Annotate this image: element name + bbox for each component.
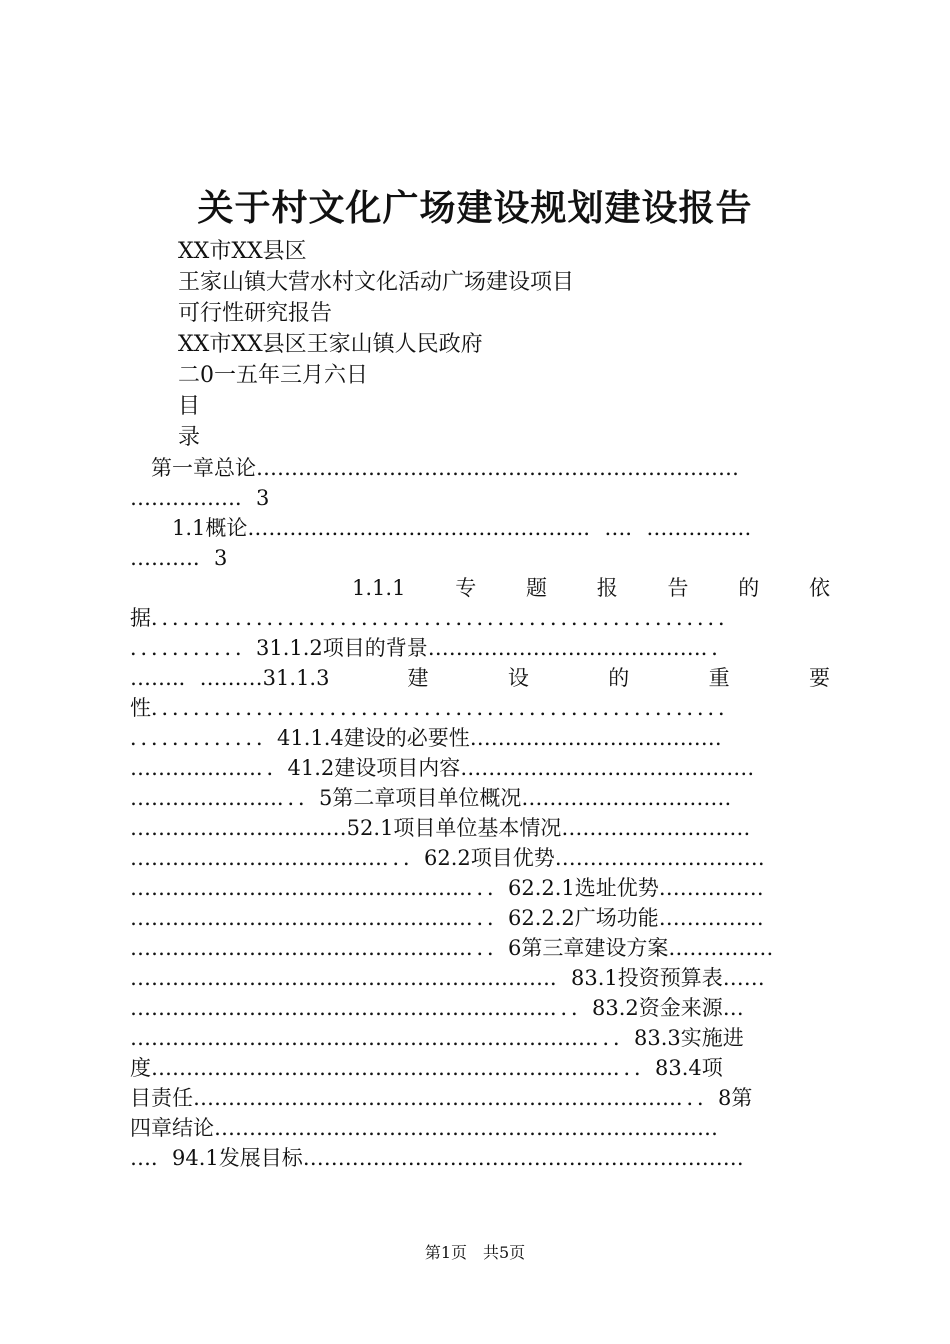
toc-word: 建 xyxy=(407,666,429,690)
toc-text: …….．………31.1.3 xyxy=(130,666,330,690)
city-county-line: XX市XX县区 xyxy=(178,239,307,264)
toc-line-justified xyxy=(130,663,830,693)
toc-word: 的 xyxy=(608,666,630,690)
toc-line: …………………………………………．．．6第三章建设方案…………… xyxy=(130,936,774,960)
toc-word: 1.1.1 xyxy=(352,576,406,600)
toc-line: 据．．．．．．．．．．．．．．．．．．．．．．．．．．．．．．．．．．．．．．．．．．．．．．．．．．．．．．． xyxy=(130,606,739,630)
issuer-line: XX市XX县区王家山镇人民政府 xyxy=(178,332,483,357)
toc-word: 告 xyxy=(667,576,689,600)
toc-word: 重 xyxy=(708,666,730,690)
document-title: 关于村文化广场建设规划建设报告 xyxy=(197,187,753,229)
page-footer: 第1页 共5页 xyxy=(424,1243,526,1262)
toc-line: 1.1概论…………………………………………．…．…………… xyxy=(130,516,752,540)
toc-heading-part2: 录 xyxy=(178,425,201,450)
toc-line: 第一章总论…………………………………………………………… xyxy=(130,456,739,480)
toc-word: 报 xyxy=(596,576,618,600)
toc-line: …………………………………………………………．．．83.3实施进 xyxy=(130,1026,744,1050)
toc-word: 设 xyxy=(507,666,529,690)
toc-line: …………………………………………．．．62.2.2广场功能…………… xyxy=(130,906,764,930)
toc-line: 性．．．．．．．．．．．．．．．．．．．．．．．．．．．．．．．．．．．．．．．．．．．．．．．．．．．．．．． xyxy=(130,696,739,720)
toc-line: …………………………………………．．．62.2.1选址优势…………… xyxy=(130,876,764,900)
toc-line: ……………………………………………………．．．83.2资金来源… xyxy=(130,996,744,1020)
toc-line: …………………．．．5第二章项目单位概况………………………… xyxy=(130,786,732,810)
toc-spaced-group xyxy=(329,663,830,693)
toc-heading-part1: 目 xyxy=(178,394,201,419)
cover-info xyxy=(178,236,574,453)
toc-line: ……………………………………………………．83.1投资预算表…… xyxy=(130,966,765,990)
toc-line: ………………………………．．．62.2项目优势………………………… xyxy=(130,846,765,870)
toc-line: 目责任……………………………………………………………．．．8第 xyxy=(130,1086,753,1110)
toc-word: 要 xyxy=(808,666,830,690)
toc-line: ………………．．41.2建设项目内容…………………………………… xyxy=(130,756,755,780)
table-of-contents xyxy=(130,453,830,1173)
toc-line: ……………．3 xyxy=(130,486,270,510)
toc-line: 度…………………………………………………………．．．83.4项 xyxy=(130,1056,723,1080)
toc-word: 题 xyxy=(525,576,547,600)
report-type-line: 可行性研究报告 xyxy=(178,301,333,326)
toc-line: ．．．．．．．．．．．．．41.1.4建设的必要性……………………………… xyxy=(130,726,722,750)
toc-line: ………．3 xyxy=(130,546,228,570)
project-name-line: 王家山镇大营水村文化活动广场建设项目 xyxy=(178,270,575,295)
toc-word: 依 xyxy=(808,576,830,600)
toc-line: ……………………….…52.1项目单位基本情况……………………… xyxy=(130,816,751,840)
toc-line: ．．．．．．．．．．．31.1.2项目的背景…………………………………．． xyxy=(130,636,733,660)
toc-word: 的 xyxy=(738,576,760,600)
toc-line: 四章结论……………………………………………………………… xyxy=(130,1116,718,1140)
date-line: 二0一五年三月六日 xyxy=(178,363,368,388)
toc-line: …．94.1发展目标……………………………………………………… xyxy=(130,1146,744,1170)
toc-word: 专 xyxy=(455,576,477,600)
toc-line-justified xyxy=(130,573,830,603)
